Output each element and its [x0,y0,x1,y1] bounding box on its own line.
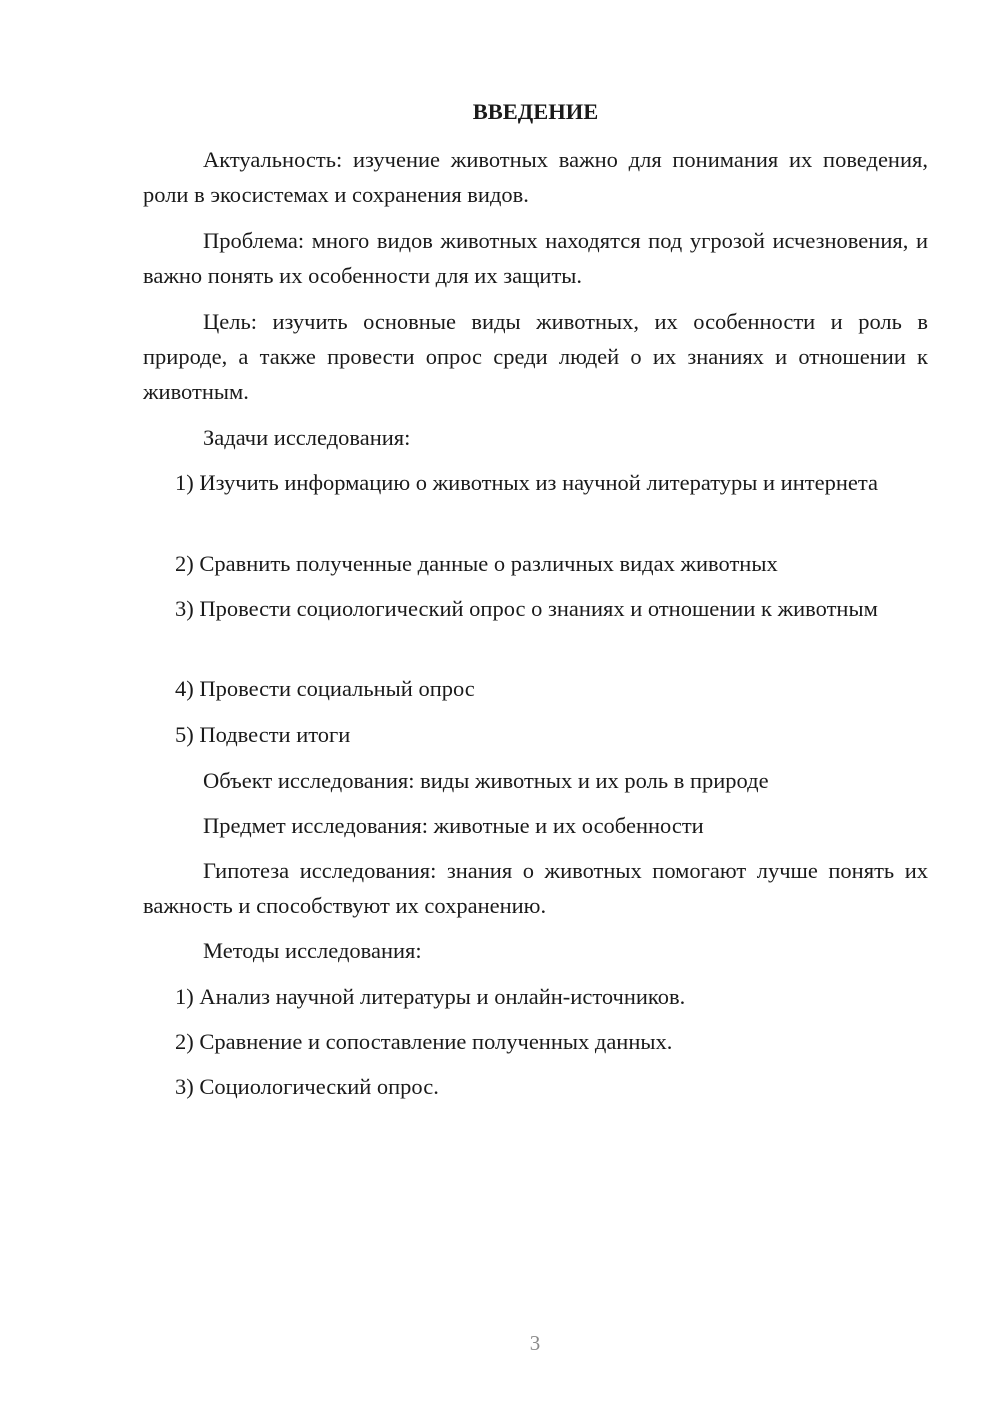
task-item: 5) Подвести итоги [175,722,351,747]
section-heading: ВВЕДЕНИЕ [472,99,599,124]
task-item: 2) Сравнить полученные данные о различных видах животных [175,551,778,576]
task-item: 3) Провести социологический опрос о знаниях и отношении к животным [175,596,878,621]
task-item: 1) Изучить информацию о животных из научной литературы и интернета [175,470,878,495]
goal-paragraph: Цель: изучить основные виды животных, их особенности и роль в природе, а также провести опрос среди людей о их знаниях и отношении к животным. [143,309,928,404]
hypothesis-paragraph: Гипотеза исследования: знания о животных помогают лучше понять их важность и способствуют их сохранению. [143,858,928,918]
method-item: 1) Анализ научной литературы и онлайн-источников. [175,984,686,1009]
subject-paragraph: Предмет исследования: животные и их особенности [203,813,704,838]
tasks-title: Задачи исследования: [203,425,411,450]
relevance-paragraph: Актуальность: изучение животных важно для понимания их поведения, роли в экосистемах и сохранения видов. [143,147,928,207]
task-item: 4) Провести социальный опрос [175,676,475,701]
object-paragraph: Объект исследования: виды животных и их роль в природе [203,768,769,793]
page-number: 3 [529,1331,541,1355]
method-item: 3) Социологический опрос. [175,1074,439,1099]
methods-title: Методы исследования: [203,938,422,963]
problem-paragraph: Проблема: много видов животных находятся под угрозой исчезновения, и важно понять их особенности для их защиты. [143,228,928,288]
method-item: 2) Сравнение и сопоставление полученных данных. [175,1029,673,1054]
